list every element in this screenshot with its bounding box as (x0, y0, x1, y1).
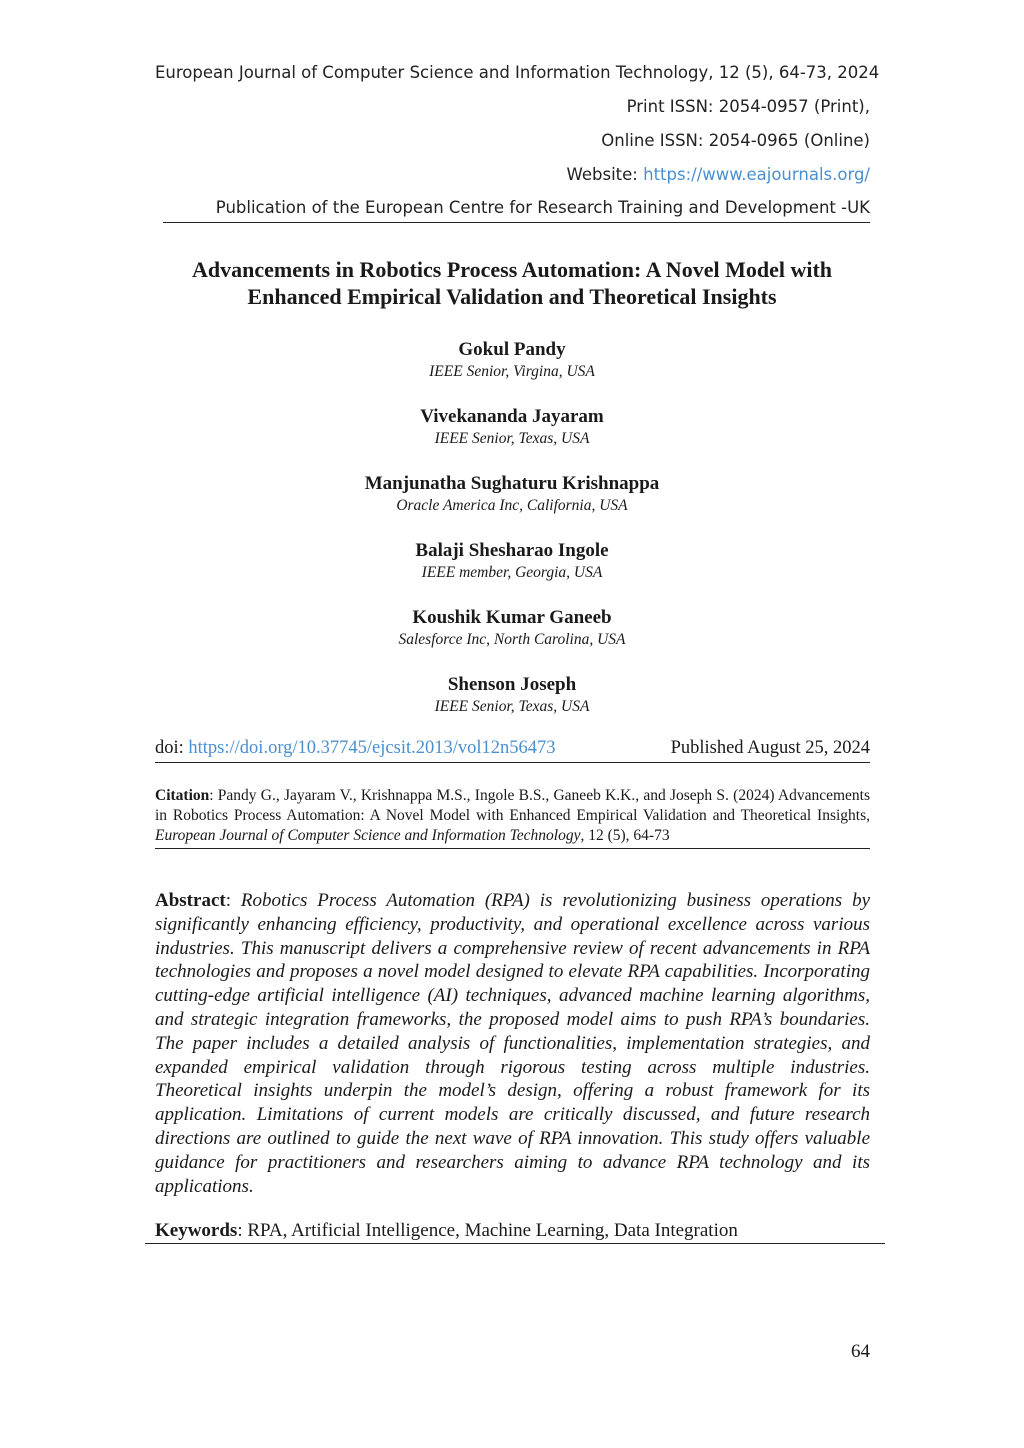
author-name: Manjunatha Sughaturu Krishnappa (364, 473, 660, 494)
author-affiliation: Salesforce Inc, North Carolina, USA (398, 631, 626, 648)
title-line-1: Advancements in Robotics Process Automation: A Novel Model with (191, 257, 833, 282)
author-block (150, 338, 874, 405)
citation-volume-pages: , 12 (5), 64-73 (580, 827, 670, 844)
citation-text: : Pandy G., Jayaram V., Krishnappa M.S., Ingole B.S., Ganeeb K.K., and Joseph S. (2024) Advancements in Robotics Process Automation: A Novel Model with Enhanced Empirical Validation and Theoretical Insights, (155, 787, 870, 824)
author-list (150, 338, 874, 740)
paper-title (150, 256, 874, 310)
doi-link[interactable]: https://doi.org/10.37745/ejcsit.2013/vol12n56473 (188, 738, 556, 758)
author-block (150, 673, 874, 740)
website-link[interactable]: https://www.eajournals.org/ (643, 165, 870, 184)
abstract (155, 889, 870, 1198)
author-affiliation: Oracle America Inc, California, USA (396, 497, 628, 514)
citation-journal: European Journal of Computer Science and Information Technology (155, 827, 581, 844)
author-block (150, 405, 874, 472)
online-issn: Online ISSN: 2054-0965 (Online) (601, 131, 870, 150)
keywords-label: Keywords (155, 1220, 238, 1241)
published-date: Published August 25, 2024 (670, 738, 870, 758)
author-affiliation: IEEE Senior, Texas, USA (434, 430, 590, 447)
website-label: Website: (566, 165, 644, 184)
publication-line: Publication of the European Centre for Research Training and Development -UK (163, 194, 870, 223)
print-issn: Print ISSN: 2054-0957 (Print), (626, 97, 870, 116)
keywords-separator: : (237, 1220, 248, 1241)
doi-row (155, 737, 870, 763)
citation (155, 786, 870, 849)
citation-label: Citation (155, 787, 210, 804)
abstract-label: Abstract (155, 890, 226, 911)
abstract-separator: : (225, 890, 241, 911)
title-line-2: Enhanced Empirical Validation and Theoretical Insights (247, 284, 777, 309)
journal-header (155, 58, 880, 223)
author-name: Shenson Joseph (447, 674, 577, 695)
author-name: Gokul Pandy (458, 339, 566, 360)
author-block (150, 472, 874, 539)
author-affiliation: IEEE member, Georgia, USA (421, 564, 603, 581)
author-name: Balaji Shesharao Ingole (415, 540, 609, 561)
page-number: 64 (851, 1341, 870, 1362)
author-name: Vivekananda Jayaram (420, 406, 604, 427)
abstract-text: Robotics Process Automation (RPA) is revolutionizing business operations by significantly enhancing efficiency, productivity, and operational excellence across various industries. This manuscript delivers a comprehensive review of recent advancements in RPA technologies and proposes a novel model designed to elevate RPA capabilities. Incorporating cutting-edge artificial intelligence (AI) techniques, advanced machine learning algorithms, and strategic integration frameworks, the proposed model aims to push RPA’s boundaries. The paper includes a detailed analysis of functionalities, implementation strategies, and expanded empirical validation through rigorous testing across multiple industries. Theoretical insights underpin the model’s design, offering a robust framework for its application. Limitations of current models are critically discussed, and future research directions are outlined to guide the next wave of RPA innovation. This study offers valuable guidance for practitioners and researchers aiming to advance RPA technology and its applications. (155, 890, 871, 1197)
doi (155, 737, 556, 759)
author-block (150, 606, 874, 673)
author-affiliation: IEEE Senior, Texas, USA (434, 698, 590, 715)
keywords (145, 1219, 885, 1244)
keywords-text: RPA, Artificial Intelligence, Machine Learning, Data Integration (247, 1220, 738, 1241)
doi-label: doi: (155, 738, 189, 758)
journal-citation-line: European Journal of Computer Science and Information Technology, 12 (5), 64-73, 2024 (155, 63, 880, 82)
website-line (155, 160, 870, 194)
author-name: Koushik Kumar Ganeeb (412, 607, 612, 628)
author-block (150, 539, 874, 606)
author-affiliation: IEEE Senior, Virgina, USA (429, 363, 595, 380)
